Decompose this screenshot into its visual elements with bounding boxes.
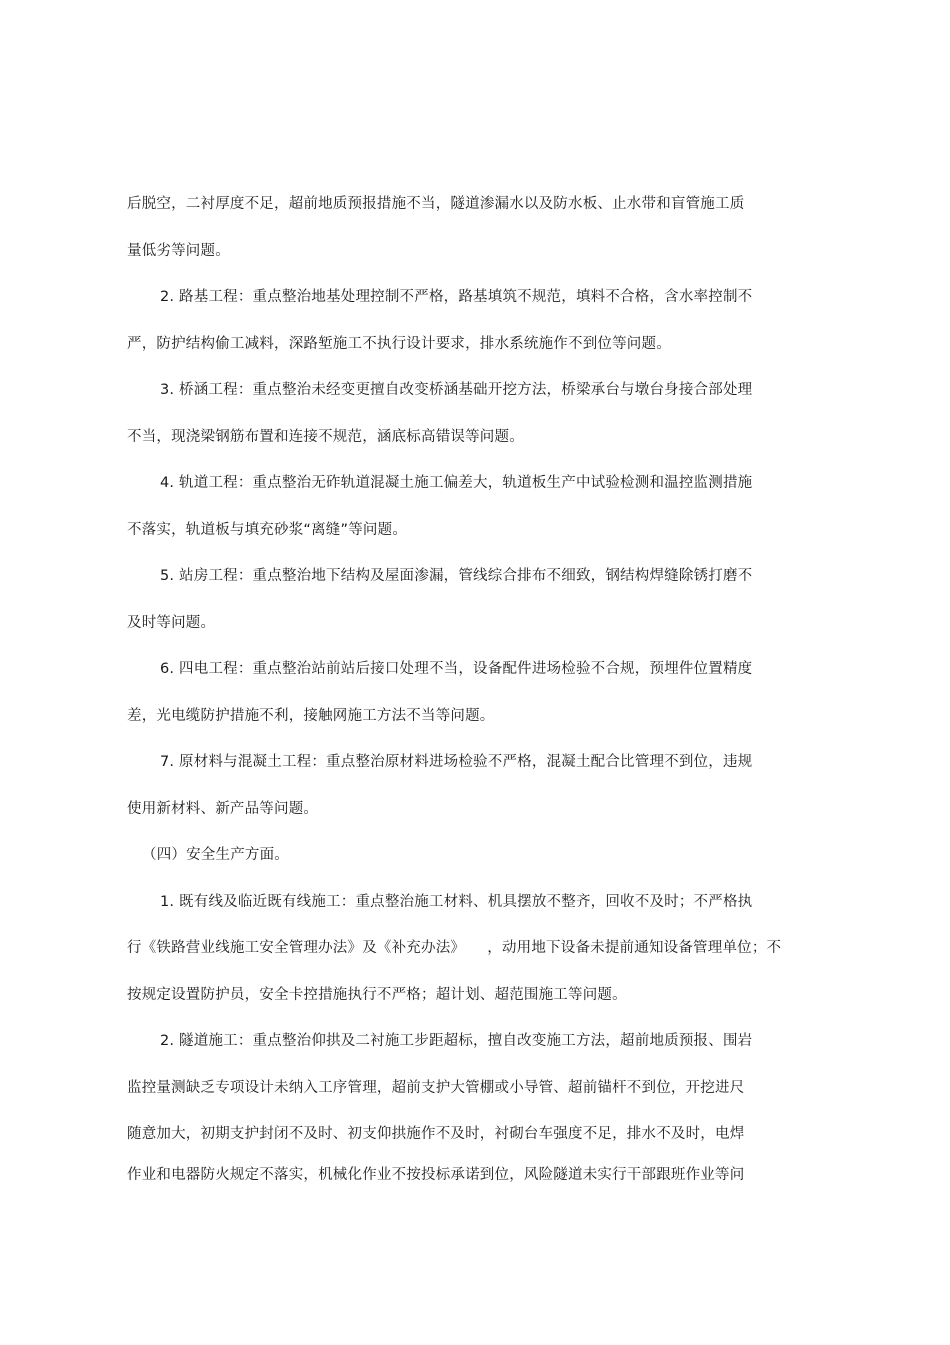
paragraph-materials: 7. 原材料与混凝土工程：重点整治原材料进场检验不严格，混凝土配合比管理不到位，违规 xyxy=(160,754,753,770)
paragraph-roadbed: 2. 路基工程：重点整治地基处理控制不严格，路基填筑不规范，填料不合格，含水率控制不 xyxy=(160,289,753,305)
text-line-2: 量低劣等问题。 xyxy=(127,243,230,259)
text-line-22: 作业和电器防火规定不落实，机械化作业不按投标承诺到位，风险隧道未实行干部跟班作业等问 xyxy=(127,1167,745,1183)
paragraph-track: 4. 轨道工程：重点整治无砟轨道混凝土施工偏差大，轨道板生产中试验检测和温控监测措施 xyxy=(160,475,753,491)
text-line-4: 严，防护结构偷工减料，深路堑施工不执行设计要求，排水系统施作不到位等问题。 xyxy=(127,336,671,352)
text-line-6: 不当，现浇梁钢筋布置和连接不规范，涵底标高错误等问题。 xyxy=(127,429,524,445)
section-heading-safety: （四）安全生产方面。 xyxy=(142,847,289,863)
text-line-20: 监控量测缺乏专项设计未纳入工序管理，超前支护大管棚或小导管、超前锚杆不到位，开挖进尺 xyxy=(127,1080,745,1096)
text-line-1: 后脱空，二衬厚度不足，超前地质预报措施不当，隧道渗漏水以及防水板、止水带和盲管施工质 xyxy=(127,196,745,212)
paragraph-existing-line: 1. 既有线及临近既有线施工：重点整治施工材料、机具摆放不整齐，回收不及时；不严格执 xyxy=(160,894,753,910)
text-line-14: 使用新材料、新产品等问题。 xyxy=(127,801,319,817)
text-line-17: 行《铁路营业线施工安全管理办法》及《补充办法》 ，动用地下设备未提前通知设备管理单位；不 xyxy=(127,940,782,956)
paragraph-station: 5. 站房工程：重点整治地下结构及屋面渗漏，管线综合排布不细致，钢结构焊缝除锈打磨不 xyxy=(160,568,753,584)
paragraph-bridge: 3. 桥涵工程：重点整治未经变更擅自改变桥涵基础开挖方法，桥梁承台与墩台身接合部处理 xyxy=(160,382,753,398)
text-line-12: 差，光电缆防护措施不利，接触网施工方法不当等问题。 xyxy=(127,708,495,724)
text-line-8: 不落实，轨道板与填充砂浆“离缝”等问题。 xyxy=(127,522,408,538)
text-line-18: 按规定设置防护员，安全卡控措施执行不严格；超计划、超范围施工等问题。 xyxy=(127,987,627,1003)
text-line-10: 及时等问题。 xyxy=(127,615,216,631)
text-line-21: 随意加大，初期支护封闭不及时、初支仰拱施作不及时，衬砌台车强度不足，排水不及时，电焊 xyxy=(127,1126,745,1142)
paragraph-tunnel: 2. 隧道施工：重点整治仰拱及二衬施工步距超标，擅自改变施工方法，超前地质预报、围岩 xyxy=(160,1033,753,1049)
paragraph-four-electric: 6. 四电工程：重点整治站前站后接口处理不当，设备配件进场检验不合规，预埋件位置精度 xyxy=(160,661,753,677)
